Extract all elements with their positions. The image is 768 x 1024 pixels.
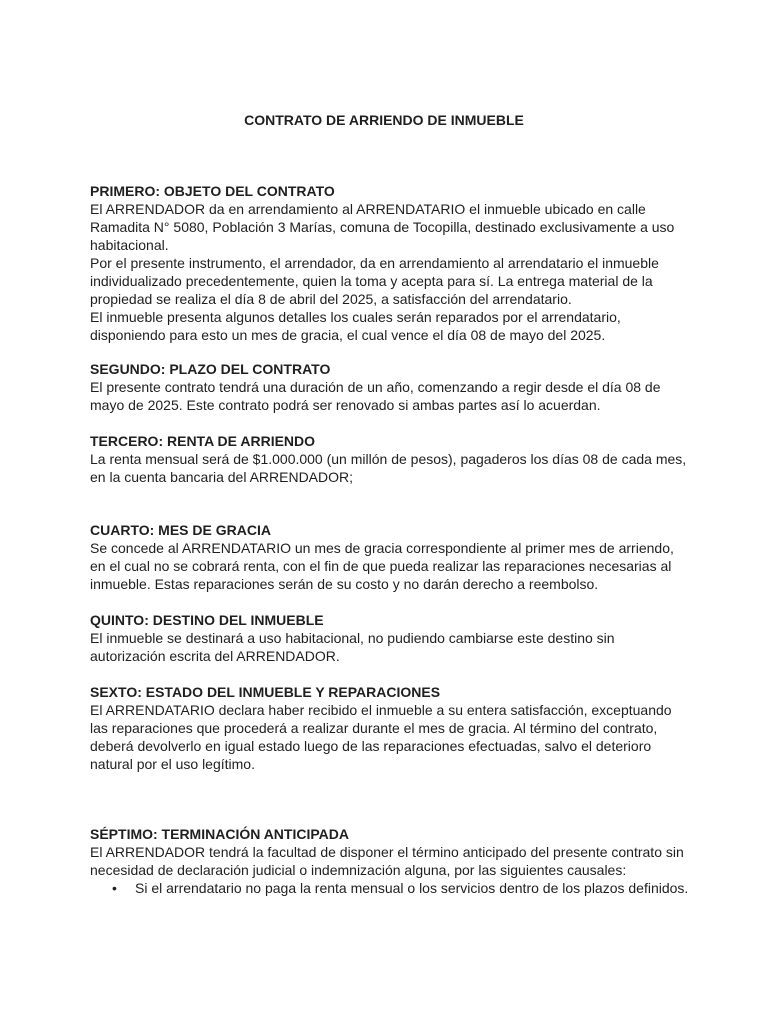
list-item: [90, 879, 690, 897]
section-paragraph: El presente contrato tendrá una duración de un año, comenzando a regir desde el día 08 de mayo de 2025. Este contrato podrá ser renovado si ambas partes así lo acuerdan.: [90, 379, 661, 413]
section-heading: SEXTO: ESTADO DEL INMUEBLE Y REPARACIONES: [90, 684, 441, 700]
section-paragraph: El ARRENDADOR tendrá la facultad de disponer el término anticipado del presente contrato sin necesidad de declaración judicial o indemnización alguna, por las siguientes causales:: [90, 844, 684, 878]
section-segundo: [90, 360, 690, 414]
section-paragraph: El ARRENDATARIO declara haber recibido el inmueble a su entera satisfacción, exceptuando las reparaciones que procederá a realizar durante el mes de gracia. Al término del contrato, deberá devolverlo en igual estado luego de las reparaciones efectuadas, salvo el deterioro natural por el uso legítimo.: [90, 702, 672, 772]
section-paragraph: El ARRENDADOR da en arrendamiento al ARRENDATARIO el inmueble ubicado en calle Ramadita N° 5080, Población 3 Marías, comuna de Tocopilla, destinado exclusivamente a uso habitacional.: [90, 201, 675, 253]
section-septimo: [90, 825, 690, 897]
section-heading: QUINTO: DESTINO DEL INMUEBLE: [90, 612, 324, 628]
section-tercero: [90, 432, 690, 486]
section-paragraph: El inmueble presenta algunos detalles los cuales serán reparados por el arrendatario, disponiendo para esto un mes de gracia, el cual vence el día 08 de mayo del 2025.: [90, 309, 621, 343]
section-heading: SEGUNDO: PLAZO DEL CONTRATO: [90, 361, 331, 377]
section-heading: SÉPTIMO: TERMINACIÓN ANTICIPADA: [90, 826, 349, 842]
section-heading: TERCERO: RENTA DE ARRIENDO: [90, 433, 316, 449]
section-heading: PRIMERO: OBJETO DEL CONTRATO: [90, 183, 335, 199]
section-heading: CUARTO: MES DE GRACIA: [90, 522, 271, 538]
list-item-text: Si el arrendatario no paga la renta mensual o los servicios dentro de los plazos definidos.: [135, 880, 689, 896]
section-primero: [90, 182, 690, 344]
section-paragraph: La renta mensual será de $1.000.000 (un millón de pesos), pagaderos los días 08 de cada mes, en la cuenta bancaria del ARRENDADOR;: [90, 451, 687, 485]
document-title: CONTRATO DE ARRIENDO DE INMUEBLE: [244, 112, 524, 128]
section-cuarto: [90, 521, 690, 593]
causales-list: [90, 879, 690, 897]
section-sexto: [90, 683, 690, 773]
section-paragraph: Se concede al ARRENDATARIO un mes de gracia correspondiente al primer mes de arriendo, en el cual no se cobrará renta, con el fin de que pueda realizar las reparaciones necesarias al inmueble. Estas reparaciones serán de su costo y no darán derecho a reembolso.: [90, 540, 674, 592]
section-paragraph: Por el presente instrumento, el arrendador, da en arrendamiento al arrendatario el inmueble individualizado precedentemente, quien la toma y acepta para sí. La entrega material de la propiedad se realiza el día 8 de abril del 2025, a satisfacción del arrendatario.: [90, 255, 659, 307]
bullet-icon: •: [112, 880, 117, 896]
section-paragraph: El inmueble se destinará a uso habitacional, no pudiendo cambiarse este destino sin autorización escrita del ARRENDADOR.: [90, 630, 615, 664]
section-quinto: [90, 611, 690, 665]
